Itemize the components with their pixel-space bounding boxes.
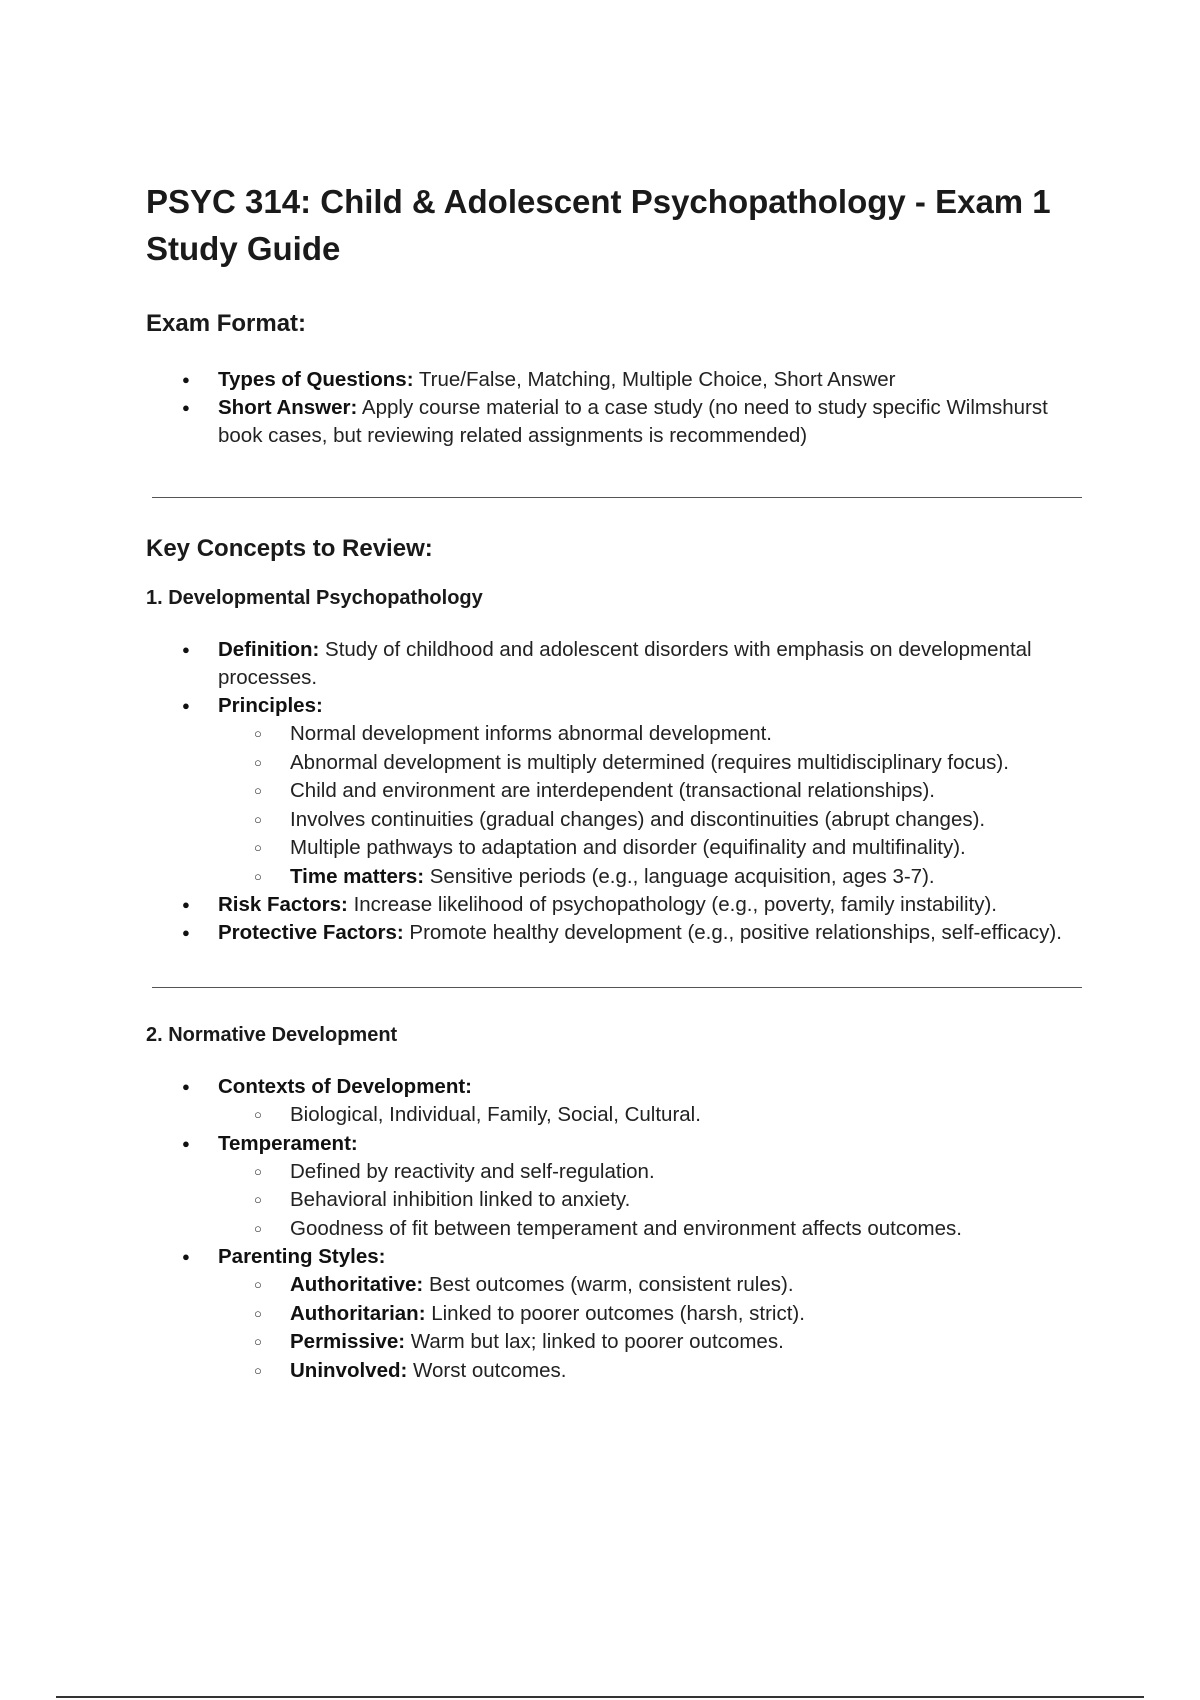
- list-item: ● Temperament: ○ Defined by reactivity and self-regulation. ○ Behavioral inhibition linked to anxiety. ○ Goodness of fit between temperament and environment affects outcomes.: [146, 1130, 1081, 1244]
- temperament-sublist: [146, 1158, 1081, 1244]
- sub-list-item: ○ Behavioral inhibition linked to anxiety.: [218, 1186, 1081, 1215]
- sub-list-item: ○ Child and environment are interdependent (transactional relationships).: [218, 777, 1081, 806]
- sub-list-item: ○ Defined by reactivity and self-regulation.: [218, 1158, 1081, 1187]
- sub-list-item: ○ Goodness of fit between temperament and environment affects outcomes.: [218, 1215, 1081, 1244]
- list-item: ● Short Answer: Apply course material to a case study (no need to study specific Wilmshurst book cases, but reviewing related assignments is recommended): [146, 394, 1081, 450]
- divider: [152, 987, 1082, 988]
- sub-list-item: ○ Multiple pathways to adaptation and disorder (equifinality and multifinality).: [218, 834, 1081, 863]
- exam-format-list: [146, 366, 1081, 450]
- section-2-heading: 2. Normative Development: [146, 1024, 398, 1046]
- list-item: ● Definition: Study of childhood and adolescent disorders with emphasis on developmental processes.: [146, 636, 1081, 692]
- section-1-heading: 1. Developmental Psychopathology: [146, 587, 483, 609]
- contexts-sublist: [146, 1101, 1081, 1130]
- sub-list-item: ○ Biological, Individual, Family, Social, Cultural.: [218, 1101, 1081, 1130]
- sub-list-item: ○ Normal development informs abnormal development.: [218, 720, 1081, 749]
- document-title: PSYC 314: Child & Adolescent Psychopathology - Exam 1 Study Guide: [146, 183, 1051, 267]
- section-1-list: [146, 636, 1081, 947]
- sub-list-item: ○ Time matters: Sensitive periods (e.g., language acquisition, ages 3-7).: [218, 863, 1081, 892]
- sub-list-item: ○ Abnormal development is multiply determined (requires multidisciplinary focus).: [218, 749, 1081, 778]
- divider: [152, 497, 1082, 498]
- exam-format-heading: Exam Format:: [146, 310, 307, 337]
- page-bottom-rule: [56, 1696, 1144, 1698]
- sub-list-item: ○ Authoritarian: Linked to poorer outcomes (harsh, strict).: [218, 1300, 1081, 1329]
- sub-list-item: ○ Uninvolved: Worst outcomes.: [218, 1357, 1081, 1386]
- sub-list-item: ○ Permissive: Warm but lax; linked to poorer outcomes.: [218, 1328, 1081, 1357]
- list-item: ● Contexts of Development: ○ Biological, Individual, Family, Social, Cultural.: [146, 1073, 1081, 1130]
- list-item: ● Protective Factors: Promote healthy development (e.g., positive relationships, self-efficacy).: [146, 919, 1081, 947]
- parenting-sublist: [146, 1271, 1081, 1385]
- list-item: ● Types of Questions: True/False, Matching, Multiple Choice, Short Answer: [146, 366, 1081, 394]
- list-item: ● Principles: ○ Normal development informs abnormal development. ○ Abnormal development is multiply determined (requires multidisciplinary focus). ○ Child and environment are interdependent (transactional relationships). ○ Involves continuities (gradual changes) and discontinuities (abrupt changes). ○ Multiple pathways to adaptation and disorder (equifinality and multifinality). ○ Time matters: Sensitive periods (e.g., language acquisition, ages 3-7).: [146, 692, 1081, 891]
- list-item: ● Risk Factors: Increase likelihood of psychopathology (e.g., poverty, family instability).: [146, 891, 1081, 919]
- section-2-list: [146, 1073, 1081, 1385]
- list-item: ● Parenting Styles: ○ Authoritative: Best outcomes (warm, consistent rules). ○ Authoritarian: Linked to poorer outcomes (harsh, strict). ○ Permissive: Warm but lax; linked to poorer outcomes. ○ Uninvolved: Worst outcomes.: [146, 1243, 1081, 1385]
- sub-list-item: ○ Involves continuities (gradual changes) and discontinuities (abrupt changes).: [218, 806, 1081, 835]
- key-concepts-heading: Key Concepts to Review:: [146, 535, 433, 562]
- sub-list-item: ○ Authoritative: Best outcomes (warm, consistent rules).: [218, 1271, 1081, 1300]
- principles-sublist: [146, 720, 1081, 891]
- document-page: [146, 178, 1081, 1385]
